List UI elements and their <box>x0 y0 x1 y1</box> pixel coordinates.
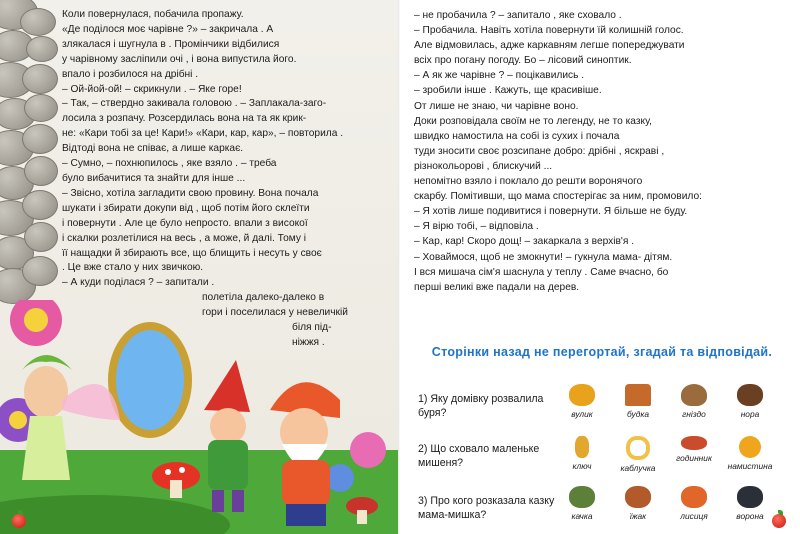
story-line: От лише не знаю, чи чарівне воно. <box>414 100 579 112</box>
quiz-option[interactable] <box>612 436 664 473</box>
story-line: – зробили інше . Кажуть, ще красивіше. <box>414 85 602 97</box>
mirror-icon <box>108 322 192 438</box>
story-line: «Де поділося моє чарівне ?» – закричала . А <box>62 23 274 35</box>
story-line: скарбу. Помітивши, що мама спостерігає за ним, промовило: <box>414 191 702 203</box>
story-line: – А як же чарівне ? – поцікавились . <box>414 70 585 82</box>
crow-icon <box>737 486 763 508</box>
bead-icon <box>739 436 761 458</box>
story-line: – Так, – ствердно закивала головою . – Заплакала-заго- <box>62 98 327 110</box>
option-label: каблучка <box>620 463 656 473</box>
ring-icon <box>626 436 650 460</box>
quiz-option[interactable] <box>612 486 664 521</box>
story-line: її нащадки й збирають все, що блищить і несуть у своє <box>62 247 322 259</box>
quiz-option[interactable] <box>612 384 664 419</box>
quiz-option[interactable] <box>556 384 608 419</box>
story-line: – Сумно, – похнюпилось , яке взяло . – треба <box>62 158 277 170</box>
doghouse-icon <box>625 384 651 406</box>
story-line: – Я вірю тобі, – відповіла . <box>414 221 539 233</box>
story-line: і скалки розлетілися на весь , а може, й далі. Тому і <box>62 232 307 244</box>
story-line: гори і поселилася у невеличкій <box>202 307 348 319</box>
option-label: качка <box>571 511 593 521</box>
story-line: – Ховаймося, щоб не змокнути! – гукнула мама- дітям. <box>414 251 673 263</box>
story-line: – Пробачила. Навіть хотіла повернути їй колишній голос. <box>414 25 684 37</box>
apple-icon <box>772 514 786 528</box>
option-label: ключ <box>572 461 592 471</box>
story-line: шукати і збирати докупи від , щоб потім його склеїти <box>62 202 310 214</box>
quiz-question: 1) Яку домівку розвалила буря? <box>418 393 544 419</box>
nest-icon <box>681 384 707 406</box>
quiz-option[interactable] <box>668 436 720 463</box>
quiz-option[interactable] <box>556 486 608 521</box>
story-line: – А куди поділася ? – запитали . <box>62 277 215 289</box>
fox-icon <box>681 486 707 508</box>
right-page <box>400 0 800 534</box>
hedgehog-icon <box>625 486 651 508</box>
story-line: – Звісно, хотіла загладити свою провину. Вона почала <box>62 187 319 199</box>
story-line: туди зносити своє розсипане добро: дрібні , яскраві , <box>414 145 665 157</box>
story-line: не: «Кари тобі за це! Кари!» «Кари, кар, кар», – повторила . <box>62 128 344 140</box>
key-icon <box>575 436 589 458</box>
story-line: ніжжя . <box>292 336 325 348</box>
story-line: – Ой-йой-ой! – скрикнули . – Яке горе! <box>62 83 242 95</box>
option-label: ворона <box>736 511 764 521</box>
fairy-gnomes-illustration <box>0 300 400 534</box>
quiz-option[interactable] <box>556 436 608 471</box>
story-line: лосила з розпачу. Розсердилась вона на та як крик- <box>62 113 307 125</box>
story-line: . Це вже стало у них звичкою. <box>62 262 204 274</box>
story-line: непомітно взяло і поклало до решти воронячого <box>414 176 643 188</box>
quiz-option[interactable] <box>668 384 720 419</box>
beehive-icon <box>569 384 595 406</box>
burrow-icon <box>737 384 763 406</box>
story-line: – не пробачила ? – запитало , яке сховало . <box>414 10 622 21</box>
story-line: Але відмовилась, адже каркавням легше попереджувати <box>414 40 685 52</box>
option-label: лисиця <box>680 511 708 521</box>
quiz-title: Сторінки назад не перегортай, згадай та відповідай. <box>431 345 773 359</box>
option-label: будка <box>627 409 649 419</box>
story-line: перші великі вже падали на дерев. <box>414 281 580 293</box>
quiz-option[interactable] <box>724 486 776 521</box>
quiz-option[interactable] <box>724 384 776 419</box>
option-label: нора <box>740 409 760 419</box>
duck-icon <box>569 486 595 508</box>
story-line: всіх про погану погоду. Бо – лісовий синоптик. <box>414 55 632 67</box>
watch-icon <box>681 436 707 450</box>
story-line: – Я хотів лише подивитися і повернути. Я більше не буду. <box>414 206 688 218</box>
story-line: І вся мишача сім'я шаснула у теплу . Саме вчасно, бо <box>414 266 669 278</box>
story-line: Коли повернулася, побачила пропажу. <box>62 9 244 20</box>
story-line: біля під- <box>292 322 332 334</box>
story-line: злякалася і шугнула в . Промінчики відбилися <box>62 38 280 50</box>
option-label: вулик <box>571 409 593 419</box>
story-line: Відтоді вона не співає, а лише каркає. <box>62 143 244 155</box>
quiz-question: 2) Що сховало маленьке мишеня? <box>418 443 540 469</box>
option-label: їжак <box>629 511 647 521</box>
story-line: було вибачитися та знайти для інше ... <box>62 172 246 184</box>
story-line: – Кар, кар! Скоро дощ! – закаркала з верхів'я . <box>414 236 635 248</box>
story-line: Доки розповідала своїм не то легенду, не то казку, <box>414 115 652 127</box>
option-label: годинник <box>676 453 712 463</box>
right-story-text <box>414 8 786 295</box>
option-label: намистина <box>727 461 773 471</box>
story-line: впало і розбилося на дрібні . <box>62 68 199 80</box>
quiz-question: 3) Про кого розказала казку мама-мишка? <box>418 495 555 521</box>
apple-icon <box>12 514 26 528</box>
story-line: у чарівному засліпили очі , і вона випустила його. <box>62 53 297 65</box>
quiz-option[interactable] <box>668 486 720 521</box>
story-line: різнокольорові , блискучий ... <box>414 160 553 172</box>
stone-wall <box>0 0 60 300</box>
option-label: гніздо <box>682 409 706 419</box>
story-line: полетіла далеко-далеко в <box>202 292 325 304</box>
story-line: швидко намостила на собі із сухих і почала <box>414 130 620 142</box>
quiz-option[interactable] <box>724 436 776 471</box>
story-line: і повернути . Але це було непросто. впали з високої <box>62 217 308 229</box>
